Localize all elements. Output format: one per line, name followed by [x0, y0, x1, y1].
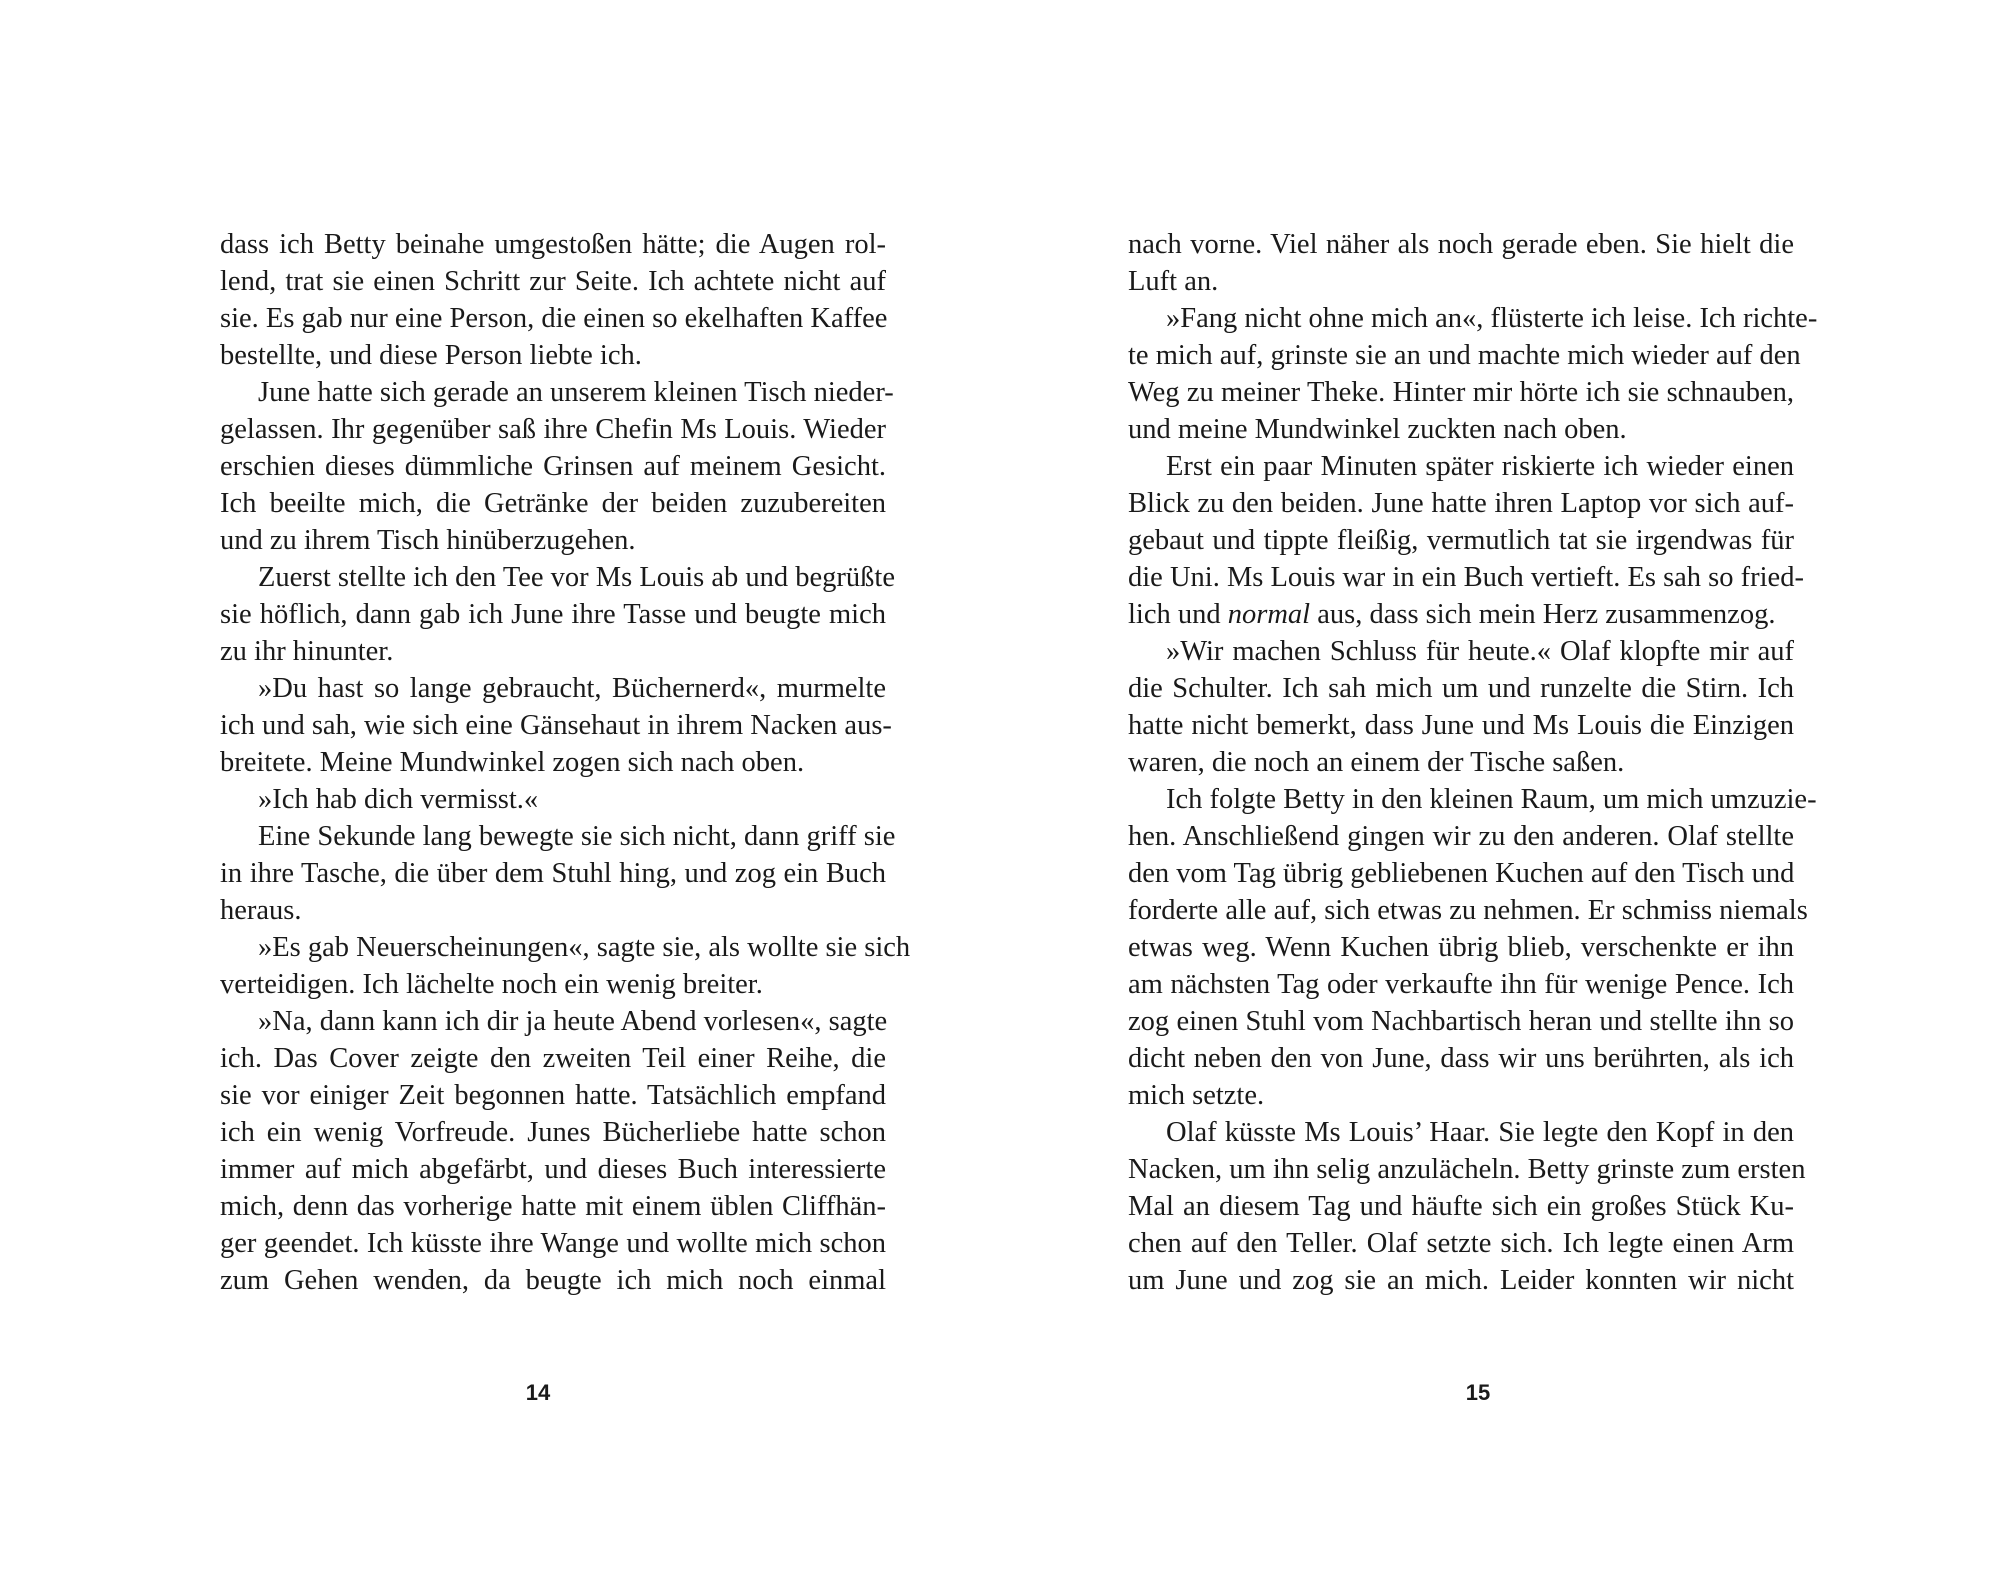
text-line: »Es gab Neuerscheinungen«, sagte sie, als wollte sie sich: [258, 932, 911, 963]
text-line: lend, trat sie einen Schritt zur Seite. Ich achtete nicht auf: [220, 266, 886, 297]
text-line: dass ich Betty beinahe umgestoßen hätte; die Augen rol-: [220, 229, 886, 260]
text-line: und zu ihrem Tisch hinüberzugehen.: [220, 525, 636, 556]
text-line: am nächsten Tag oder verkaufte ihn für wenige Pence. Ich: [1128, 969, 1794, 1000]
text-line: Erst ein paar Minuten später riskierte ich wieder einen: [1166, 451, 1794, 482]
text-line: »Na, dann kann ich dir ja heute Abend vorlesen«, sagte: [258, 1006, 888, 1037]
text-line: Blick zu den beiden. June hatte ihren Laptop vor sich auf-: [1128, 488, 1794, 519]
text-line: bestellte, und diese Person liebte ich.: [220, 340, 642, 371]
text-line: Ich folgte Betty in den kleinen Raum, um mich umzuzie-: [1166, 784, 1817, 815]
text-line: zum Gehen wenden, da beugte ich mich noch einmal: [220, 1265, 886, 1296]
text-line: lich und normal aus, dass sich mein Herz zusammenzog.: [1128, 599, 1776, 630]
text-line: den vom Tag übrig gebliebenen Kuchen auf den Tisch und: [1128, 858, 1795, 889]
text-line: dicht neben den von June, dass wir uns berührten, als ich: [1128, 1043, 1794, 1074]
text-line: ger geendet. Ich küsste ihre Wange und wollte mich schon: [220, 1228, 886, 1259]
text-line: Weg zu meiner Theke. Hinter mir hörte ich sie schnauben,: [1128, 377, 1794, 408]
left-page-text: [220, 226, 911, 1299]
text-line: Mal an diesem Tag und häufte sich ein großes Stück Ku-: [1128, 1191, 1794, 1222]
text-line: zu ihr hinunter.: [220, 636, 394, 667]
text-line: mich, denn das vorherige hatte mit einem üblen Cliffhän-: [220, 1191, 886, 1222]
text-line: immer auf mich abgefärbt, und dieses Buch interessierte: [220, 1154, 886, 1185]
left-page-number: 14: [525, 1380, 551, 1405]
text-line: »Ich hab dich vermisst.«: [258, 784, 539, 815]
text-line: gelassen. Ihr gegenüber saß ihre Chefin Ms Louis. Wieder: [220, 414, 886, 445]
text-line: Olaf küsste Ms Louis’ Haar. Sie legte den Kopf in den: [1166, 1117, 1794, 1148]
text-line: nach vorne. Viel näher als noch gerade eben. Sie hielt die: [1128, 229, 1794, 260]
text-line: chen auf den Teller. Olaf setzte sich. Ich legte einen Arm: [1128, 1228, 1794, 1259]
text-line: sie vor einiger Zeit begonnen hatte. Tatsächlich empfand: [220, 1080, 886, 1111]
text-line: June hatte sich gerade an unserem kleinen Tisch nieder-: [258, 377, 894, 408]
right-page: [1000, 0, 2000, 1569]
right-page-number: 15: [1465, 1380, 1491, 1405]
text-line: die Uni. Ms Louis war in ein Buch vertieft. Es sah so fried-: [1128, 562, 1804, 593]
text-line: Zuerst stellte ich den Tee vor Ms Louis ab und begrüßte: [258, 562, 895, 593]
text-line: gebaut und tippte fleißig, vermutlich tat sie irgendwas für: [1128, 525, 1794, 556]
text-line: in ihre Tasche, die über dem Stuhl hing, und zog ein Buch: [220, 858, 886, 889]
text-line: die Schulter. Ich sah mich um und runzelte die Stirn. Ich: [1128, 673, 1794, 704]
text-line: te mich auf, grinste sie an und machte mich wieder auf den: [1128, 340, 1801, 371]
text-line: »Wir machen Schluss für heute.« Olaf klopfte mir auf: [1166, 636, 1794, 667]
text-line: um June und zog sie an mich. Leider konnten wir nicht: [1128, 1265, 1794, 1296]
text-line: Nacken, um ihn selig anzulächeln. Betty grinste zum ersten: [1128, 1154, 1806, 1185]
text-line: »Fang nicht ohne mich an«, flüsterte ich leise. Ich richte-: [1166, 303, 1818, 334]
text-line: ich und sah, wie sich eine Gänsehaut in ihrem Nacken aus-: [220, 710, 892, 741]
text-line: hatte nicht bemerkt, dass June und Ms Louis die Einzigen: [1128, 710, 1794, 741]
text-line: breitete. Meine Mundwinkel zogen sich nach oben.: [220, 747, 805, 778]
text-line: sie höflich, dann gab ich June ihre Tasse und beugte mich: [220, 599, 886, 630]
text-line: forderte alle auf, sich etwas zu nehmen. Er schmiss niemals: [1128, 895, 1808, 926]
right-page-text: [1128, 226, 1818, 1299]
text-line: und meine Mundwinkel zuckten nach oben.: [1128, 414, 1627, 445]
text-line: ich. Das Cover zeigte den zweiten Teil einer Reihe, die: [220, 1043, 886, 1074]
text-line: Eine Sekunde lang bewegte sie sich nicht, dann griff sie: [258, 821, 896, 852]
text-line: hen. Anschließend gingen wir zu den anderen. Olaf stellte: [1128, 821, 1794, 852]
text-line: heraus.: [220, 895, 302, 926]
text-line: mich setzte.: [1128, 1080, 1265, 1111]
text-line: »Du hast so lange gebraucht, Büchernerd«, murmelte: [258, 673, 886, 704]
text-line: zog einen Stuhl vom Nachbartisch heran und stellte ihn so: [1128, 1006, 1794, 1037]
text-line: waren, die noch an einem der Tische saßen.: [1128, 747, 1625, 778]
text-line: etwas weg. Wenn Kuchen übrig blieb, verschenkte er ihn: [1128, 932, 1794, 963]
text-line: Ich beeilte mich, die Getränke der beiden zuzubereiten: [220, 488, 886, 519]
emphasis: normal: [1227, 599, 1311, 630]
text-line: erschien dieses dümmliche Grinsen auf meinem Gesicht.: [220, 451, 886, 482]
text-line: verteidigen. Ich lächelte noch ein wenig breiter.: [220, 969, 763, 1000]
text-line: Luft an.: [1128, 266, 1219, 297]
text-line: ich ein wenig Vorfreude. Junes Bücherliebe hatte schon: [220, 1117, 886, 1148]
text-line: sie. Es gab nur eine Person, die einen so ekelhaften Kaffee: [220, 303, 888, 334]
